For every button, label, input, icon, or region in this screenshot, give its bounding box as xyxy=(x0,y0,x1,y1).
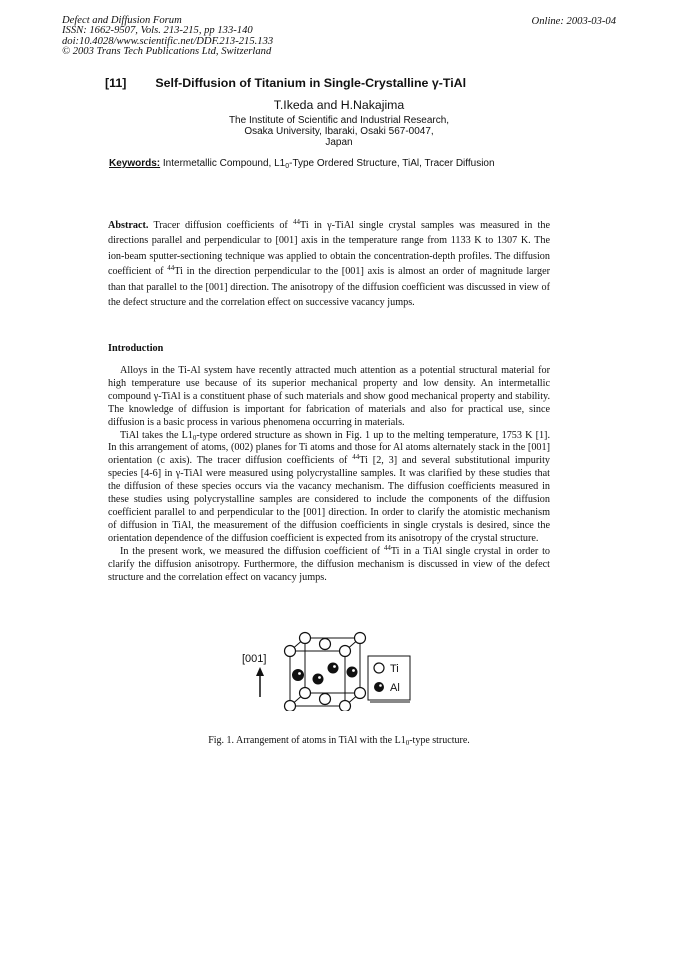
paragraph: In the present work, we measured the diffusion coefficient of $^{44}$Ti in a TiAl single crystal in order to clarify the diffusion anisotropy. Furthermore, the diffusion mechanism is discussed in view of the defect structure and the correlation effect on vacancy jumps. xyxy=(108,543,551,583)
section-heading-introduction: Introduction xyxy=(108,343,164,354)
copyright-line: © 2003 Trans Tech Publications Ltd, Switzerland xyxy=(62,46,272,58)
arrow-up-icon xyxy=(256,667,264,697)
journal-name: Defect and Diffusion Forum xyxy=(62,15,182,26)
ti-legend-icon xyxy=(374,663,384,673)
affiliation-line: The Institute of Scientific and Industrial Research, xyxy=(228,115,450,126)
abstract-label: Abstract. xyxy=(108,220,149,231)
paragraph: TiAl takes the $L1_0$-type ordered structure as shown in Fig. 1 up to the melting temperature, 1753 K [1]. In this arrangement of atoms, (002) planes for Ti atoms and those for Al atoms alternately stack in the [001] orientation (c axis). The tracer diffusion coefficients of $^{44}$Ti [2, 3] and several substitutional impurity species [4-6] in γ-TiAl were measured using polycrystalline samples. It was clarified by these studies that the diffusion of these species occurs via the vacancy mechanism. The diffusion coefficients measured in these studies using polycrystalline samples are considered to include the components of the diffusion coefficient parallel to and perpendicular to the [001] direction. In order to clarify the atomistic mechanism of diffusion in TiAl, the measurement of the diffusion coefficients in single crystals is desired, since the orientation dependence of the diffusion coefficient is expected from its anisotropy of the crystal structure. xyxy=(108,429,551,544)
abstract: Abstract. Tracer diffusion coefficients of $^{44}$Ti in γ-TiAl single crystal samples was measured in the directions parallel and perpendicular to [001] axis in the temperature range from 1133 K to 1307 K. The ion-beam sputter-sectioning technique was applied to obtain the concentration-depth profiles. The diffusion coefficient of $^{44}$Ti in the direction perpendicular to the [001] axis is almost an order of magnitude larger than that parallel to the [001] direction. The anisotropy of the diffusion coefficient was discussed in view of the defect structure and the correlation effect on successive vacancy jumps. xyxy=(108,218,551,309)
issn-line: ISSN: 1662-9507, Vols. 213-215, pp 133-140 xyxy=(62,25,253,37)
legend-ti-label: Ti xyxy=(390,663,399,675)
paper-number: [11] xyxy=(105,76,127,90)
legend xyxy=(368,656,410,702)
paragraph: Alloys in the Ti-Al system have recently attracted much attention as a potential structural material for high temperature use because of its superior mechanical property and low density. An intermetallic compound γ-TiAl is a constituent phase of such materials and show good mechanical property and stability. The knowledge of diffusion is important for fabrication of materials and also for practical use, since diffusion is a basic process in various phenomena occurring in materials. xyxy=(108,365,550,428)
authors: T.Ikeda and H.Nakajima xyxy=(273,98,405,112)
affiliation-line: Osaka University, Ibaraki, Osaki 567-0047, xyxy=(244,126,434,137)
al-legend-icon xyxy=(374,682,384,692)
publication-info xyxy=(62,16,273,58)
direction-label: [001] xyxy=(242,653,267,665)
affiliation xyxy=(0,115,678,148)
keywords-label: Keywords: xyxy=(109,158,161,169)
keywords-text: Intermetallic Compound, $L1_0$-Type Ordered Structure, TiAl, Tracer Diffusion xyxy=(162,158,495,170)
introduction-body xyxy=(108,365,550,584)
paper-title xyxy=(105,76,466,90)
online-date: Online: 2003-03-04 xyxy=(531,16,616,27)
unit-cell-diagram xyxy=(240,631,430,711)
figure-caption: Fig. 1. Arrangement of atoms in TiAl with the $L1_0$-type structure. xyxy=(208,735,470,747)
affiliation-line: Japan xyxy=(325,137,353,148)
legend-al-label: Al xyxy=(390,682,400,694)
figure-crystal-structure xyxy=(240,631,430,711)
doi-line: doi:10.4028/www.scientific.net/DDF.213-215.133 xyxy=(62,35,274,47)
keywords xyxy=(109,158,495,169)
al-atoms xyxy=(293,663,358,685)
title-text: Self-Diffusion of Titanium in Single-Crystalline γ-TiAl xyxy=(155,76,467,90)
